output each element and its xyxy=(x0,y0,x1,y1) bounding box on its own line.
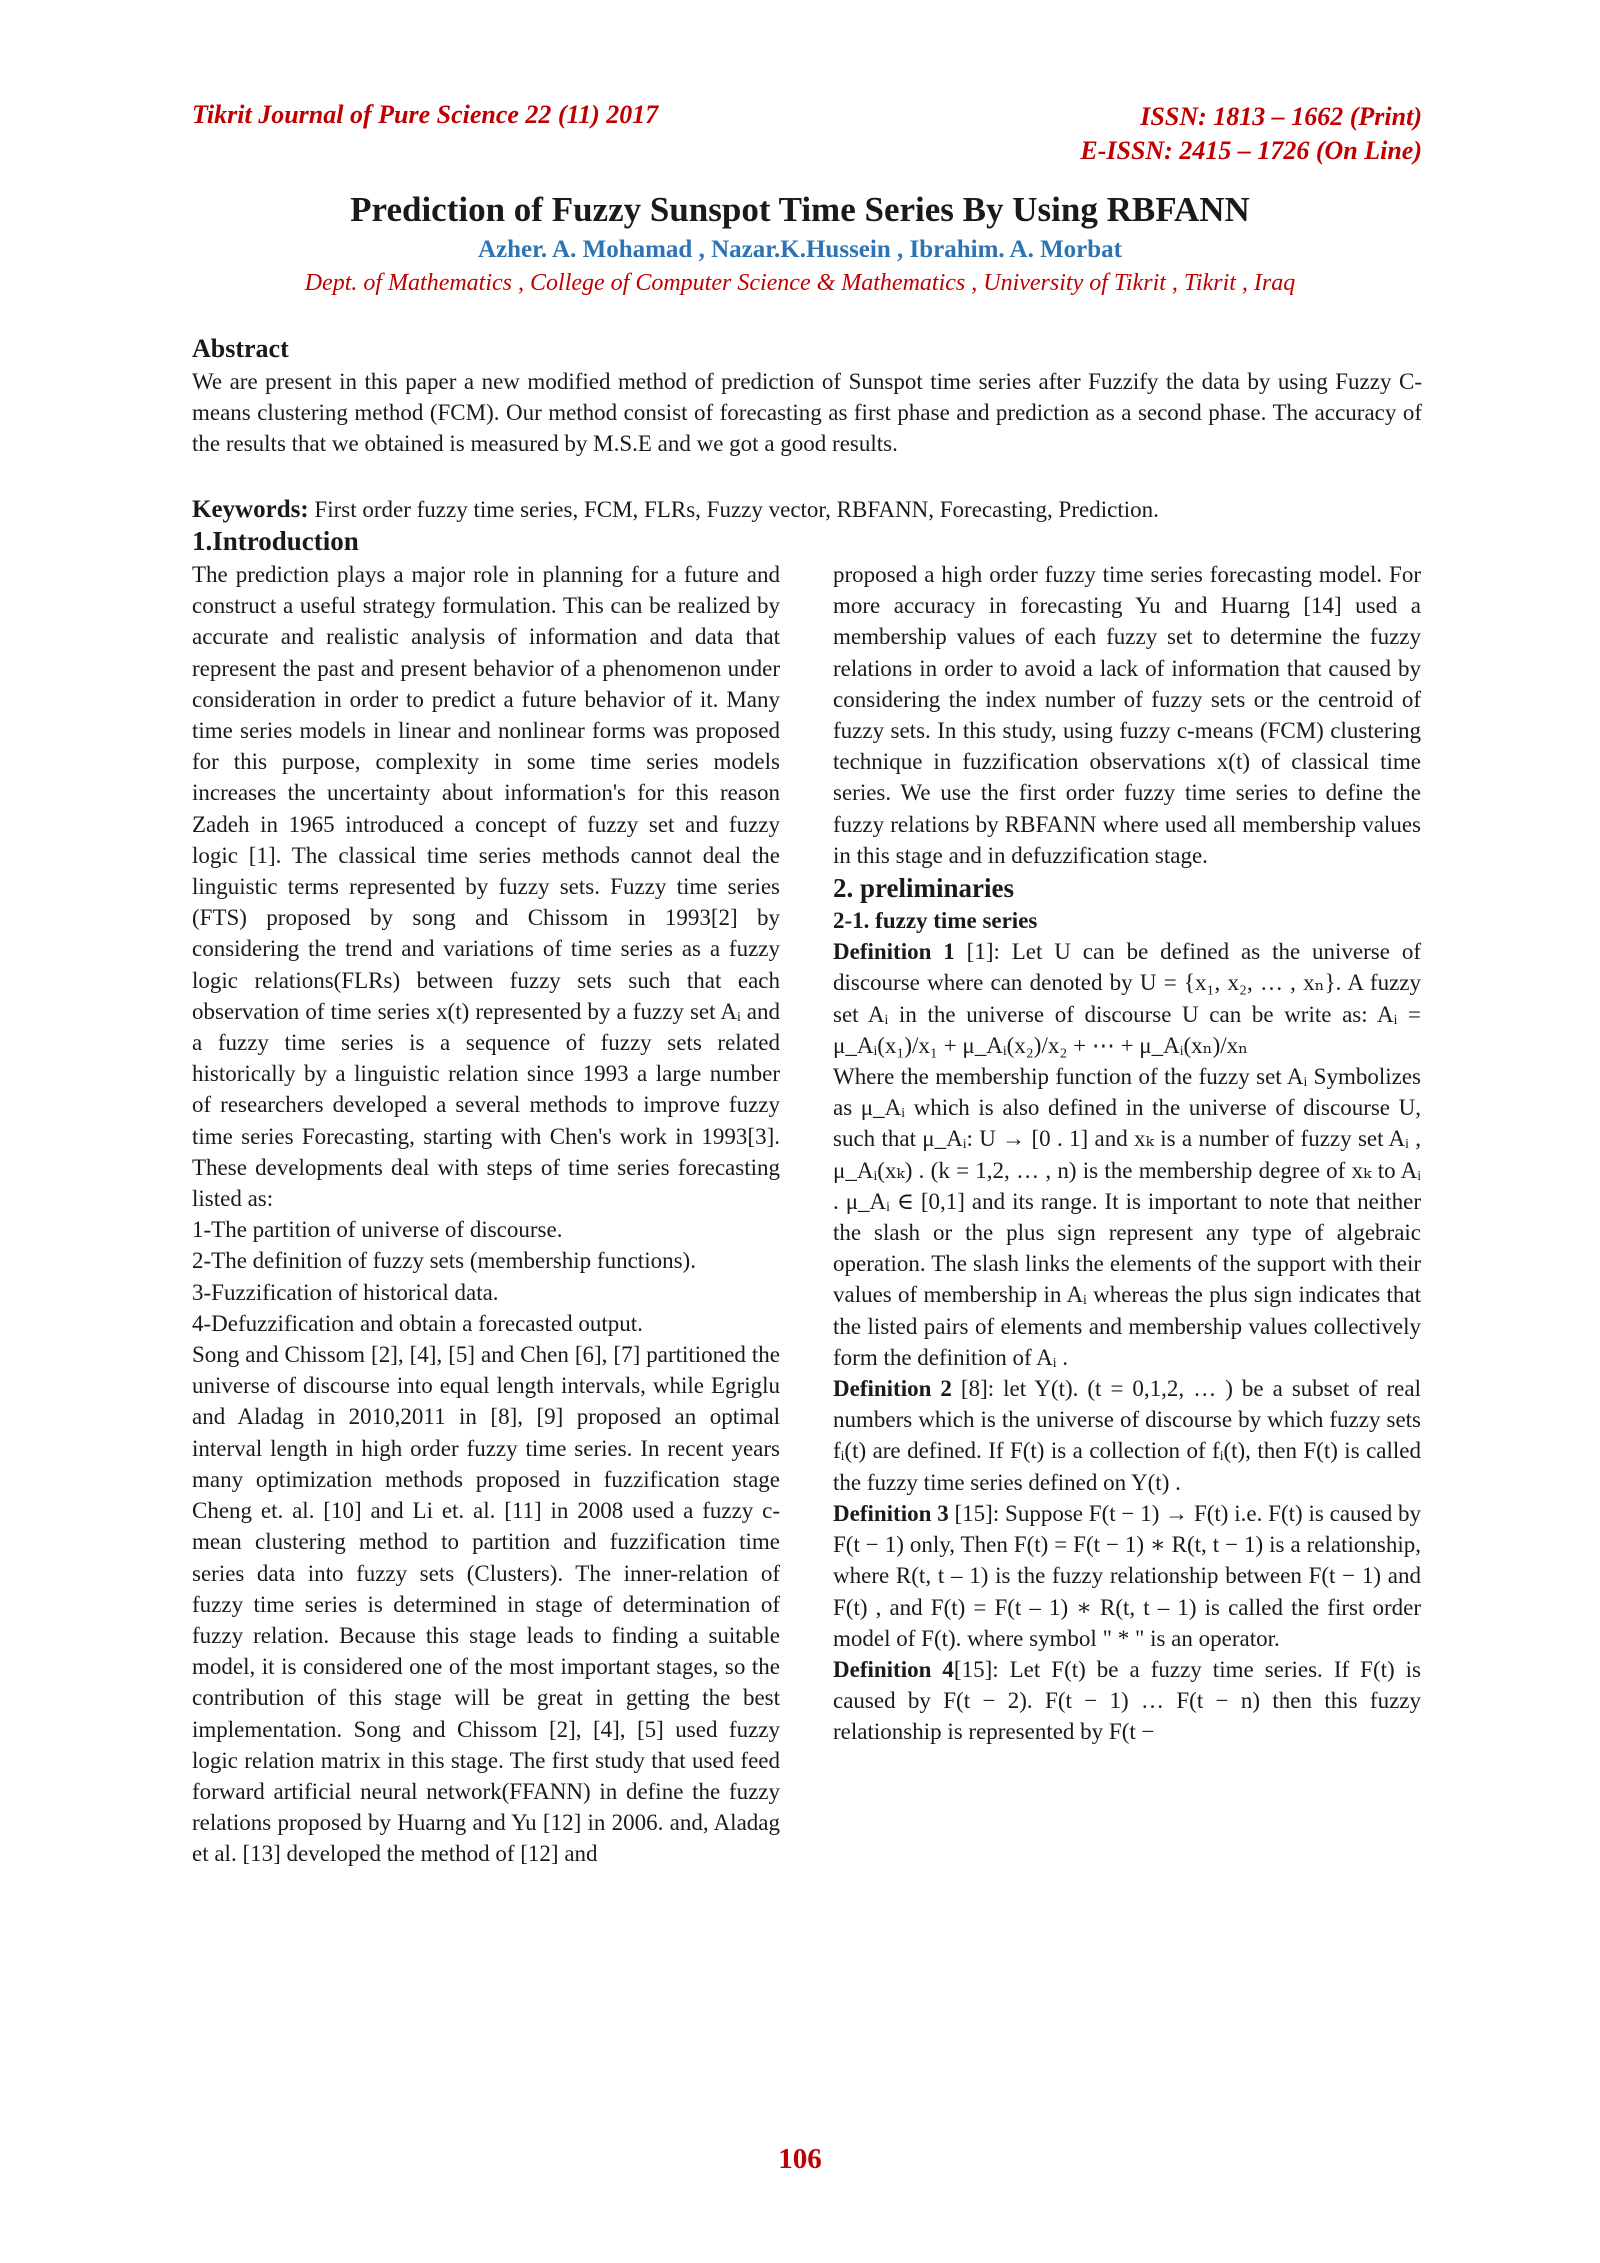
definition-4-text: [15]: Let F(t) be a fuzzy time series. If F(t) is caused by F(t − 2). F(t − 1) … F(t − n) then this fuzzy relationship is represented by F(t − xyxy=(833,1656,1421,1745)
definition-1-continued: Where the membership function of the fuzzy set Aᵢ Symbolizes as μ_Aᵢ which is also defined in the universe of discourse U, such that μ_Aᵢ: U → [0 . 1] and xₖ is a number of fuzzy set Aᵢ , μ_Aᵢ(xₖ) . (k = 1,2, … , n) is the membership degree of xₖ to Aᵢ . μ_Aᵢ ∈ [0,1] and its range. It is important to note that neither the slash or the plus sign represent any type of algebraic operation. The slash links the elements of the support with their values of membership in Aᵢ whereas the plus sign indicates that the listed pairs of elements and membership values collectively form the definition of Aᵢ . xyxy=(833,1064,1421,1370)
issn-block xyxy=(1080,100,1422,168)
keywords-label: Keywords: xyxy=(192,496,309,523)
definition-3-text: [15]: Suppose F(t − 1) → F(t) i.e. F(t) is caused by F(t − 1) only, Then F(t) = F(t − 1) ∗ R(t, t − 1) is a relationship, where R(t, t – 1) is the fuzzy relationship between F(t − 1) and F(t) , and F(t) = F(t – 1) ∗ R(t, t – 1) is called the first order model of F(t). where symbol " * " is an operator. xyxy=(833,1500,1422,1651)
author-list: Azher. A. Mohamad , Nazar.K.Hussein , Ibrahim. A. Morbat xyxy=(477,236,1122,263)
intro-paragraph-3: proposed a high order fuzzy time series forecasting model. For more accuracy in forecasting Yu and Huarng [14] used a membership values of each fuzzy set to determine the fuzzy relations in order to avoid a lack of information that caused by considering the index number of fuzzy sets or the centroid of fuzzy sets. In this study, using fuzzy c-means (FCM) clustering technique in fuzzification observations x(t) of classical time series. We use the first order fuzzy time series to define the fuzzy relations by RBFANN where used all membership values in this stage and in defuzzification stage. xyxy=(833,562,1421,868)
left-column xyxy=(192,559,780,1870)
issn-print: ISSN: 1813 – 1662 (Print) xyxy=(1140,102,1422,131)
abstract-text: We are present in this paper a new modified method of prediction of Sunspot time series after Fuzzify the data by using Fuzzy C-means clustering method (FCM). Our method consist of forecasting as first phase and prediction as a second phase. The accuracy of the results that we obtained is measured by M.S.E and we got a good results. xyxy=(192,369,1422,456)
definition-2-label: Definition 2 xyxy=(833,1376,952,1402)
affiliation: Dept. of Mathematics , College of Computer Science & Mathematics , University of Tikrit , Tikrit , Iraq xyxy=(304,270,1296,296)
journal-header: Tikrit Journal of Pure Science 22 (11) 2017 xyxy=(192,100,659,129)
keywords xyxy=(192,494,1422,525)
abstract-heading: Abstract xyxy=(192,334,289,363)
keywords-text: First order fuzzy time series, FCM, FLRs, Fuzzy vector, RBFANN, Forecasting, Prediction. xyxy=(314,497,1159,522)
intro-paragraph-2: Song and Chissom [2], [4], [5] and Chen [6], [7] partitioned the universe of discourse into equal length intervals, while Egriglu and Aladag in 2010,2011 in [8], [9] proposed an optimal interval length in high order fuzzy time series. In recent years many optimization methods proposed in fuzzification stage Cheng et. al. [10] and Li et. al. [11] in 2008 used a fuzzy c-mean clustering method to partition and fuzzification time series data into fuzzy sets (Clusters). The inner-relation of fuzzy time series is determined in stage of determination of fuzzy relation. Because this stage leads to finding a suitable model, it is considered one of the most important stages, so the contribution of this stage will be great in getting the best implementation. Song and Chissom [2], [4], [5] used fuzzy logic relation matrix in this stage. The first study that used feed forward artificial neural network(FFANN) in define the fuzzy relations proposed by Huarng and Yu [12] in 2006. and, Aladag et al. [13] developed the method of [12] and xyxy=(192,1342,780,1867)
introduction-heading: 1.Introduction xyxy=(192,526,359,556)
definition-1-label: Definition 1 xyxy=(833,939,955,965)
right-column xyxy=(833,559,1421,1748)
list-item: 2-The definition of fuzzy sets (membership functions). xyxy=(192,1248,696,1274)
definition-2 xyxy=(833,1373,1421,1498)
intro-paragraph-1: The prediction plays a major role in planning for a future and construct a useful strategy formulation. This can be realized by accurate and realistic analysis of information and data that represent the past and present behavior of a phenomenon under consideration in order to predict a future behavior of it. Many time series models in linear and nonlinear forms was proposed for this purpose, complexity in some time series models increases the uncertainty about information's for this reason Zadeh in 1965 introduced a concept of fuzzy set and fuzzy logic [1]. The classical time series methods cannot deal the linguistic terms represented by fuzzy sets. Fuzzy time series (FTS) proposed by song and Chissom in 1993[2] by considering the trend and variations of time series as a fuzzy logic relations(FLRs) between fuzzy sets such that each observation of time series x(t) represented by a fuzzy set Aᵢ and a fuzzy time series is a sequence of fuzzy sets related historically by a linguistic relation since 1993 a large number of researchers developed a several methods to improve fuzzy time series Forecasting, starting with Chen's work in 1993[3]. These developments deal with steps of time series forecasting listed as: xyxy=(192,562,780,1212)
definition-3-label: Definition 3 xyxy=(833,1500,949,1526)
definition-1-text: [1]: Let U can be defined as the universe of discourse where can denoted by U = {x₁, x₂, … , xₙ}. A fuzzy set Aᵢ in the universe of discourse U can be write as: Aᵢ = μ_Aᵢ(x₁)/x₁ + μ_Aᵢ(x₂)/x₂ + ⋯ + μ_Aᵢ(xₙ)/xₙ xyxy=(833,939,1422,1058)
list-item: 3-Fuzzification of historical data. xyxy=(192,1279,499,1305)
definition-1 xyxy=(833,936,1421,1061)
definition-4-label: Definition 4 xyxy=(833,1656,954,1682)
fuzzy-time-series-subheading: 2-1. fuzzy time series xyxy=(833,908,1038,934)
definition-2-text: [8]: let Y(t). (t = 0,1,2, … ) be a subset of real numbers which is the universe of discourse by which fuzzy sets fᵢ(t) are defined. If F(t) is a collection of fᵢ(t), then F(t) is called the fuzzy time series defined on Y(t) . xyxy=(833,1376,1421,1495)
page-number: 106 xyxy=(778,2143,822,2175)
preliminaries-heading: 2. preliminaries xyxy=(833,873,1014,904)
list-item: 1-The partition of universe of discourse. xyxy=(192,1217,563,1243)
paper-title: Prediction of Fuzzy Sunspot Time Series By Using RBFANN xyxy=(350,190,1250,229)
definition-4 xyxy=(833,1654,1421,1748)
definition-3 xyxy=(833,1498,1421,1654)
list-item: 4-Defuzzification and obtain a forecasted output. xyxy=(192,1310,643,1336)
issn-online: E-ISSN: 2415 – 1726 (On Line) xyxy=(1080,136,1422,165)
